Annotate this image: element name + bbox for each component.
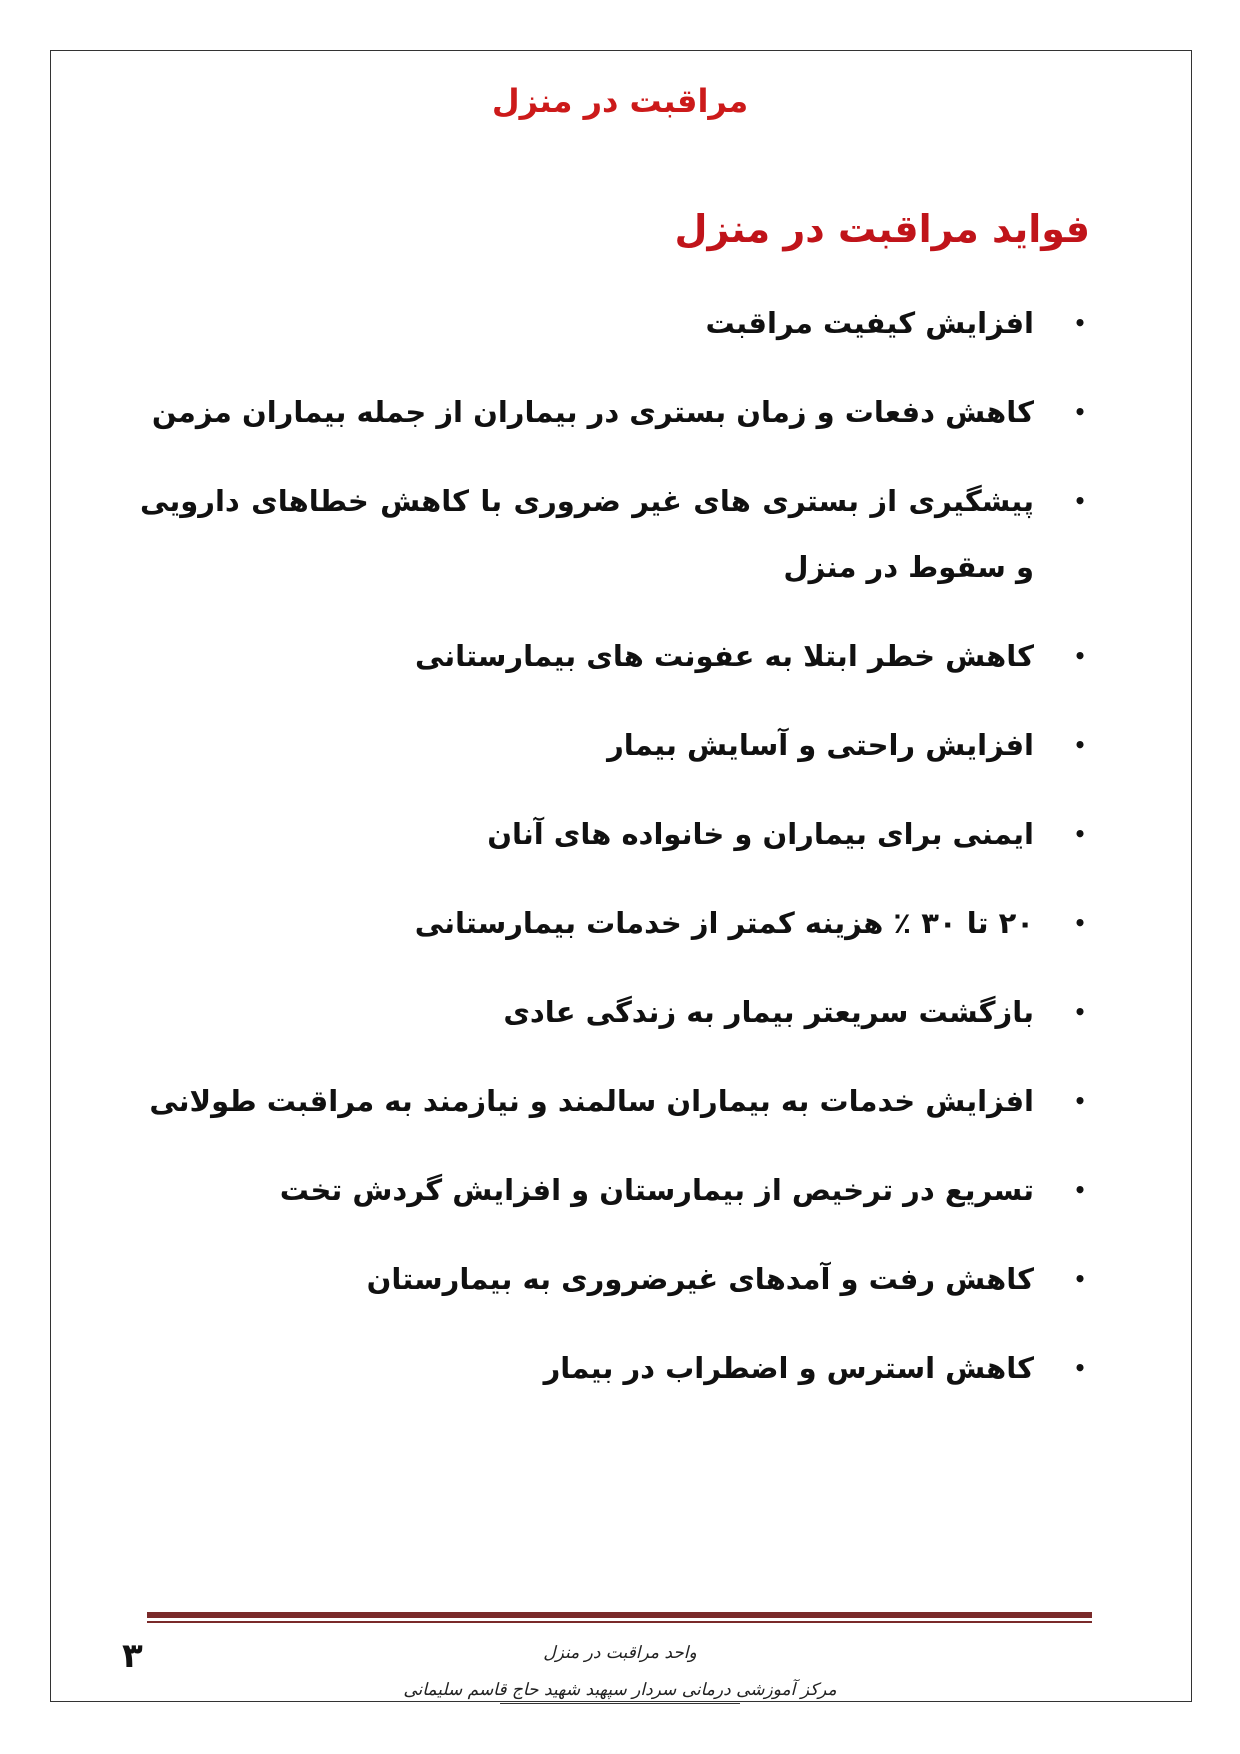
list-item-text: افزایش کیفیت مراقبت [705,306,1034,340]
footer-center-name: مرکز آموزشی درمانی سردار سپهبد شهید حاج قاسم سلیمانی [403,1680,837,1700]
list-item-text: کاهش استرس و اضطراب در بیمار [543,1351,1034,1385]
list-item [140,712,1090,778]
list-item-text: تسریع در ترخیص از بیمارستان و افزایش گردش تخت [279,1173,1034,1207]
bullet-icon: • [1073,911,1087,935]
list-item [140,979,1090,1045]
section-title: فواید مراقبت در منزل [674,207,1090,251]
bullet-icon: • [1073,1267,1087,1291]
page-number: ۳ [122,1636,143,1676]
bullet-icon: • [1073,400,1087,424]
list-item-text: ۲۰ تا ۳۰ ٪ هزینه کمتر از خدمات بیمارستانی [414,906,1034,940]
bullet-icon: • [1073,1089,1087,1113]
bullet-icon: • [1073,311,1087,335]
list-item [140,468,1090,600]
list-item-text: کاهش دفعات و زمان بستری در بیماران از جمله بیماران مزمن [151,395,1034,429]
list-item-text: کاهش رفت و آمدهای غیرضروری به بیمارستان [366,1262,1034,1296]
page-header-title: مراقبت در منزل [491,82,749,120]
bullet-icon: • [1073,644,1087,668]
bullet-icon: • [1073,1178,1087,1202]
bullet-icon: • [1073,822,1087,846]
list-item [140,379,1090,445]
list-item [140,801,1090,867]
list-item-text: ایمنی برای بیماران و خانواده های آنان [487,817,1034,851]
list-item-text: بازگشت سریعتر بیمار به زندگی عادی [503,995,1034,1029]
benefits-list [140,290,1090,1424]
list-item-text: افزایش خدمات به بیماران سالمند و نیازمند به مراقبت طولانی [149,1084,1034,1118]
bullet-icon: • [1073,1356,1087,1380]
list-item-text: پیشگیری از بستری های غیر ضروری با کاهش خطاهای دارویی و سقوط در منزل [140,484,1034,584]
list-item-text: افزایش راحتی و آسایش بیمار [607,728,1034,762]
footer-unit-name: واحد مراقبت در منزل [543,1643,697,1663]
footer-underline [500,1703,740,1704]
list-item [140,890,1090,956]
list-item [140,623,1090,689]
list-item-text: کاهش خطر ابتلا به عفونت های بیمارستانی [414,639,1034,673]
list-item [140,290,1090,356]
footer-rule [147,1612,1092,1618]
list-item [140,1068,1090,1134]
list-item [140,1246,1090,1312]
list-item [140,1335,1090,1401]
list-item [140,1157,1090,1223]
footer-rule-thin [147,1621,1092,1623]
bullet-icon: • [1073,733,1087,757]
bullet-icon: • [1073,1000,1087,1024]
bullet-icon: • [1073,489,1087,513]
